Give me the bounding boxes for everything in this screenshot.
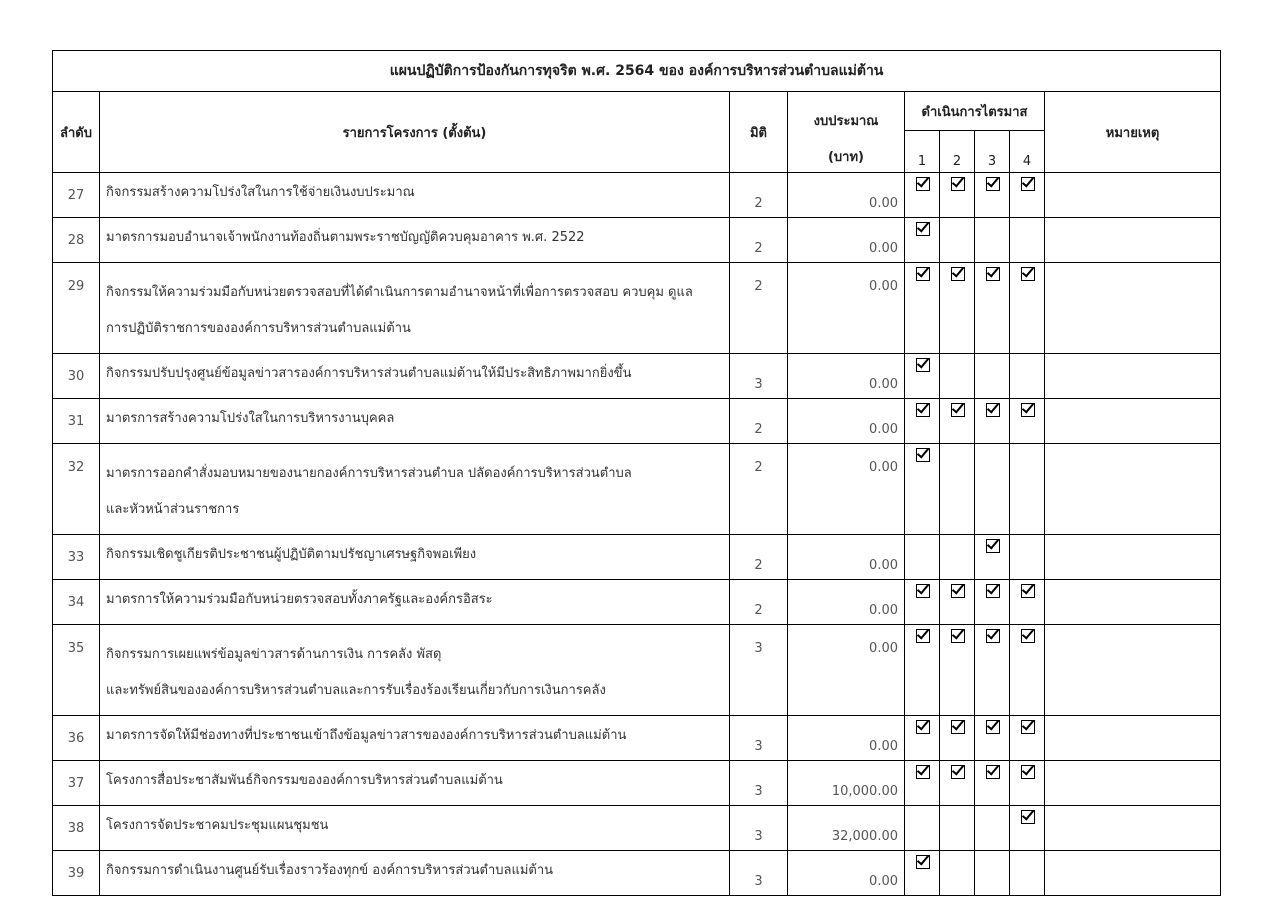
checkbox-checked-icon <box>916 855 930 869</box>
table-row <box>53 173 1221 218</box>
checkbox-checked-icon <box>951 403 965 417</box>
row-number: 27 <box>53 173 100 218</box>
budget-value: 0.00 <box>788 580 905 625</box>
quarter-1-cell <box>905 535 940 580</box>
quarter-1-cell <box>905 218 940 263</box>
budget-value: 0.00 <box>788 218 905 263</box>
dimension-value: 2 <box>730 218 788 263</box>
dimension-value: 3 <box>730 354 788 399</box>
header-q3: 3 <box>975 131 1010 173</box>
quarter-1-cell <box>905 851 940 896</box>
dimension-value: 3 <box>730 625 788 716</box>
budget-value: 0.00 <box>788 851 905 896</box>
checkbox-checked-icon <box>1021 267 1035 281</box>
quarter-2-cell <box>940 535 975 580</box>
row-number: 30 <box>53 354 100 399</box>
checkbox-checked-icon <box>916 584 930 598</box>
dimension-value: 2 <box>730 173 788 218</box>
project-name-line: มาตรการออกคำสั่งมอบหมายของนายกองค์การบริหารส่วนตำบล ปลัดองค์การบริหารส่วนตำบล <box>106 466 632 481</box>
project-name <box>100 444 730 535</box>
quarter-1-cell <box>905 173 940 218</box>
quarter-1-cell <box>905 263 940 354</box>
checkbox-checked-icon <box>916 403 930 417</box>
remarks-cell <box>1045 399 1221 444</box>
quarter-1-cell <box>905 806 940 851</box>
quarter-4-cell <box>1010 580 1045 625</box>
dimension-value: 2 <box>730 444 788 535</box>
quarter-2-cell <box>940 716 975 761</box>
dimension-value: 3 <box>730 851 788 896</box>
dimension-value: 2 <box>730 399 788 444</box>
row-number: 36 <box>53 716 100 761</box>
quarter-1-cell <box>905 716 940 761</box>
checkbox-checked-icon <box>986 629 1000 643</box>
checkbox-checked-icon <box>986 720 1000 734</box>
remarks-cell <box>1045 173 1221 218</box>
dimension-value: 2 <box>730 263 788 354</box>
dimension-value: 3 <box>730 761 788 806</box>
header-quarters: ดำเนินการไตรมาส <box>905 92 1045 131</box>
remarks-cell <box>1045 218 1221 263</box>
header-no: ลำดับ <box>53 92 100 173</box>
quarter-3-cell <box>975 851 1010 896</box>
project-name-line: กิจกรรมปรับปรุงศูนย์ข้อมูลข่าวสารองค์การบริหารส่วนตำบลแม่ต้านให้มีประสิทธิภาพมากยิ่งขึ้น <box>106 366 632 381</box>
quarter-3-cell <box>975 625 1010 716</box>
header-dimension: มิติ <box>730 92 788 173</box>
project-name <box>100 625 730 716</box>
quarter-1-cell <box>905 354 940 399</box>
checkbox-checked-icon <box>986 584 1000 598</box>
remarks-cell <box>1045 444 1221 535</box>
checkbox-checked-icon <box>951 765 965 779</box>
row-number: 33 <box>53 535 100 580</box>
quarter-3-cell <box>975 716 1010 761</box>
project-name-line: และทรัพย์สินขององค์การบริหารส่วนตำบลและการรับเรื่องร้องเรียนเกี่ยวกับการเงินการคลัง <box>106 683 606 698</box>
quarter-3-cell <box>975 535 1010 580</box>
row-number: 32 <box>53 444 100 535</box>
checkbox-checked-icon <box>1021 720 1035 734</box>
quarter-1-cell <box>905 625 940 716</box>
quarter-3-cell <box>975 263 1010 354</box>
project-name <box>100 218 730 263</box>
remarks-cell <box>1045 263 1221 354</box>
quarter-4-cell <box>1010 535 1045 580</box>
quarter-4-cell <box>1010 625 1045 716</box>
quarter-3-cell <box>975 580 1010 625</box>
table-row <box>53 218 1221 263</box>
quarter-3-cell <box>975 173 1010 218</box>
quarter-4-cell <box>1010 218 1045 263</box>
quarter-2-cell <box>940 806 975 851</box>
quarter-2-cell <box>940 263 975 354</box>
checkbox-checked-icon <box>1021 584 1035 598</box>
project-name-line: โครงการจัดประชาคมประชุมแผนชุมชน <box>106 818 329 833</box>
checkbox-checked-icon <box>916 267 930 281</box>
project-name <box>100 716 730 761</box>
project-name-line: กิจกรรมการดำเนินงานศูนย์รับเรื่องราวร้องทุกข์ องค์การบริหารส่วนตำบลแม่ต้าน <box>106 863 554 878</box>
project-name <box>100 399 730 444</box>
checkbox-checked-icon <box>1021 177 1035 191</box>
checkbox-checked-icon <box>1021 629 1035 643</box>
project-name-line: การปฏิบัติราชการขององค์การบริหารส่วนตำบลแม่ต้าน <box>106 321 411 336</box>
quarter-4-cell <box>1010 399 1045 444</box>
dimension-value: 2 <box>730 535 788 580</box>
quarter-1-cell <box>905 761 940 806</box>
quarter-2-cell <box>940 761 975 806</box>
project-name-line: มาตรการสร้างความโปร่งใสในการบริหารงานบุคคล <box>106 411 395 426</box>
budget-value: 0.00 <box>788 399 905 444</box>
project-name <box>100 761 730 806</box>
project-name-line: โครงการสื่อประชาสัมพันธ์กิจกรรมขององค์การบริหารส่วนตำบลแม่ต้าน <box>106 773 503 788</box>
checkbox-checked-icon <box>916 765 930 779</box>
header-project: รายการโครงการ (ตั้งต้น) <box>100 92 730 173</box>
header-q1: 1 <box>905 131 940 173</box>
table-title: แผนปฏิบัติการป้องกันการทุจริต พ.ศ. 2564 ของ องค์การบริหารส่วนตำบลแม่ต้าน <box>53 51 1221 92</box>
header-budget-line2: (บาท) <box>827 150 864 165</box>
remarks-cell <box>1045 806 1221 851</box>
row-number: 34 <box>53 580 100 625</box>
project-name-line: กิจกรรมการเผยแพร่ข้อมูลข่าวสารด้านการเงิน การคลัง พัสดุ <box>106 647 442 662</box>
quarter-4-cell <box>1010 761 1045 806</box>
quarter-2-cell <box>940 580 975 625</box>
quarter-4-cell <box>1010 444 1045 535</box>
table-row <box>53 761 1221 806</box>
checkbox-checked-icon <box>951 584 965 598</box>
checkbox-checked-icon <box>916 629 930 643</box>
checkbox-checked-icon <box>1021 403 1035 417</box>
dimension-value: 3 <box>730 716 788 761</box>
project-name <box>100 851 730 896</box>
row-number: 38 <box>53 806 100 851</box>
checkbox-checked-icon <box>986 765 1000 779</box>
project-name-line: กิจกรรมสร้างความโปร่งใสในการใช้จ่ายเงินงบประมาณ <box>106 185 415 200</box>
quarter-4-cell <box>1010 851 1045 896</box>
budget-value: 0.00 <box>788 625 905 716</box>
checkbox-checked-icon <box>916 448 930 462</box>
table-row <box>53 716 1221 761</box>
budget-value: 0.00 <box>788 354 905 399</box>
checkbox-checked-icon <box>916 358 930 372</box>
row-number: 29 <box>53 263 100 354</box>
table-row <box>53 580 1221 625</box>
quarter-4-cell <box>1010 354 1045 399</box>
project-name <box>100 173 730 218</box>
table-row <box>53 535 1221 580</box>
row-number: 39 <box>53 851 100 896</box>
dimension-value: 3 <box>730 806 788 851</box>
quarter-4-cell <box>1010 716 1045 761</box>
budget-value: 0.00 <box>788 716 905 761</box>
project-name-line: มาตรการมอบอำนาจเจ้าพนักงานท้องถิ่นตามพระราชบัญญัติควบคุมอาคาร พ.ศ. 2522 <box>106 230 585 245</box>
quarter-3-cell <box>975 399 1010 444</box>
quarter-4-cell <box>1010 806 1045 851</box>
quarter-2-cell <box>940 399 975 444</box>
checkbox-checked-icon <box>986 177 1000 191</box>
table-body <box>53 173 1221 896</box>
table-row <box>53 354 1221 399</box>
checkbox-checked-icon <box>916 177 930 191</box>
remarks-cell <box>1045 625 1221 716</box>
checkbox-checked-icon <box>1021 810 1035 824</box>
remarks-cell <box>1045 716 1221 761</box>
checkbox-checked-icon <box>951 629 965 643</box>
budget-value: 0.00 <box>788 173 905 218</box>
project-name-line: มาตรการให้ความร่วมมือกับหน่วยตรวจสอบทั้งภาครัฐและองค์กรอิสระ <box>106 592 493 607</box>
header-remarks: หมายเหตุ <box>1045 92 1221 173</box>
remarks-cell <box>1045 851 1221 896</box>
anti-corruption-plan-table <box>52 50 1221 896</box>
quarter-2-cell <box>940 444 975 535</box>
project-name-line: และหัวหน้าส่วนราชการ <box>106 502 240 517</box>
row-number: 37 <box>53 761 100 806</box>
project-name <box>100 354 730 399</box>
budget-value: 0.00 <box>788 263 905 354</box>
checkbox-checked-icon <box>951 720 965 734</box>
quarter-4-cell <box>1010 173 1045 218</box>
quarter-2-cell <box>940 354 975 399</box>
quarter-1-cell <box>905 399 940 444</box>
quarter-2-cell <box>940 218 975 263</box>
table-row <box>53 399 1221 444</box>
checkbox-checked-icon <box>986 403 1000 417</box>
remarks-cell <box>1045 354 1221 399</box>
quarter-1-cell <box>905 580 940 625</box>
table-row <box>53 263 1221 354</box>
remarks-cell <box>1045 535 1221 580</box>
quarter-2-cell <box>940 625 975 716</box>
budget-value: 32,000.00 <box>788 806 905 851</box>
header-budget <box>788 92 905 173</box>
project-name <box>100 535 730 580</box>
table-row <box>53 851 1221 896</box>
table-row <box>53 444 1221 535</box>
table-row <box>53 625 1221 716</box>
quarter-2-cell <box>940 173 975 218</box>
header-budget-line1: งบประมาณ <box>813 114 879 129</box>
budget-value: 10,000.00 <box>788 761 905 806</box>
checkbox-checked-icon <box>986 267 1000 281</box>
row-number: 31 <box>53 399 100 444</box>
project-name <box>100 263 730 354</box>
row-number: 35 <box>53 625 100 716</box>
quarter-4-cell <box>1010 263 1045 354</box>
budget-value: 0.00 <box>788 535 905 580</box>
checkbox-checked-icon <box>951 267 965 281</box>
project-name-line: กิจกรรมเชิดชูเกียรติประชาชนผู้ปฏิบัติตามปรัชญาเศรษฐกิจพอเพียง <box>106 547 477 562</box>
checkbox-checked-icon <box>916 720 930 734</box>
project-name-line: มาตรการจัดให้มีช่องทางที่ประชาชนเข้าถึงข้อมูลข่าวสารขององค์การบริหารส่วนตำบลแม่ต้าน <box>106 728 627 743</box>
project-name-line: กิจกรรมให้ความร่วมมือกับหน่วยตรวจสอบที่ได้ดำเนินการตามอำนาจหน้าที่เพื่อการตรวจสอบ ควบคุม ดูแล <box>106 285 693 300</box>
table-row <box>53 806 1221 851</box>
quarter-1-cell <box>905 444 940 535</box>
quarter-3-cell <box>975 354 1010 399</box>
quarter-3-cell <box>975 761 1010 806</box>
header-q4: 4 <box>1010 131 1045 173</box>
checkbox-checked-icon <box>1021 765 1035 779</box>
quarter-2-cell <box>940 851 975 896</box>
quarter-3-cell <box>975 218 1010 263</box>
quarter-3-cell <box>975 806 1010 851</box>
project-name <box>100 806 730 851</box>
dimension-value: 2 <box>730 580 788 625</box>
remarks-cell <box>1045 580 1221 625</box>
checkbox-checked-icon <box>916 222 930 236</box>
row-number: 28 <box>53 218 100 263</box>
project-name <box>100 580 730 625</box>
quarter-3-cell <box>975 444 1010 535</box>
budget-value: 0.00 <box>788 444 905 535</box>
header-q2: 2 <box>940 131 975 173</box>
remarks-cell <box>1045 761 1221 806</box>
checkbox-checked-icon <box>986 539 1000 553</box>
checkbox-checked-icon <box>951 177 965 191</box>
